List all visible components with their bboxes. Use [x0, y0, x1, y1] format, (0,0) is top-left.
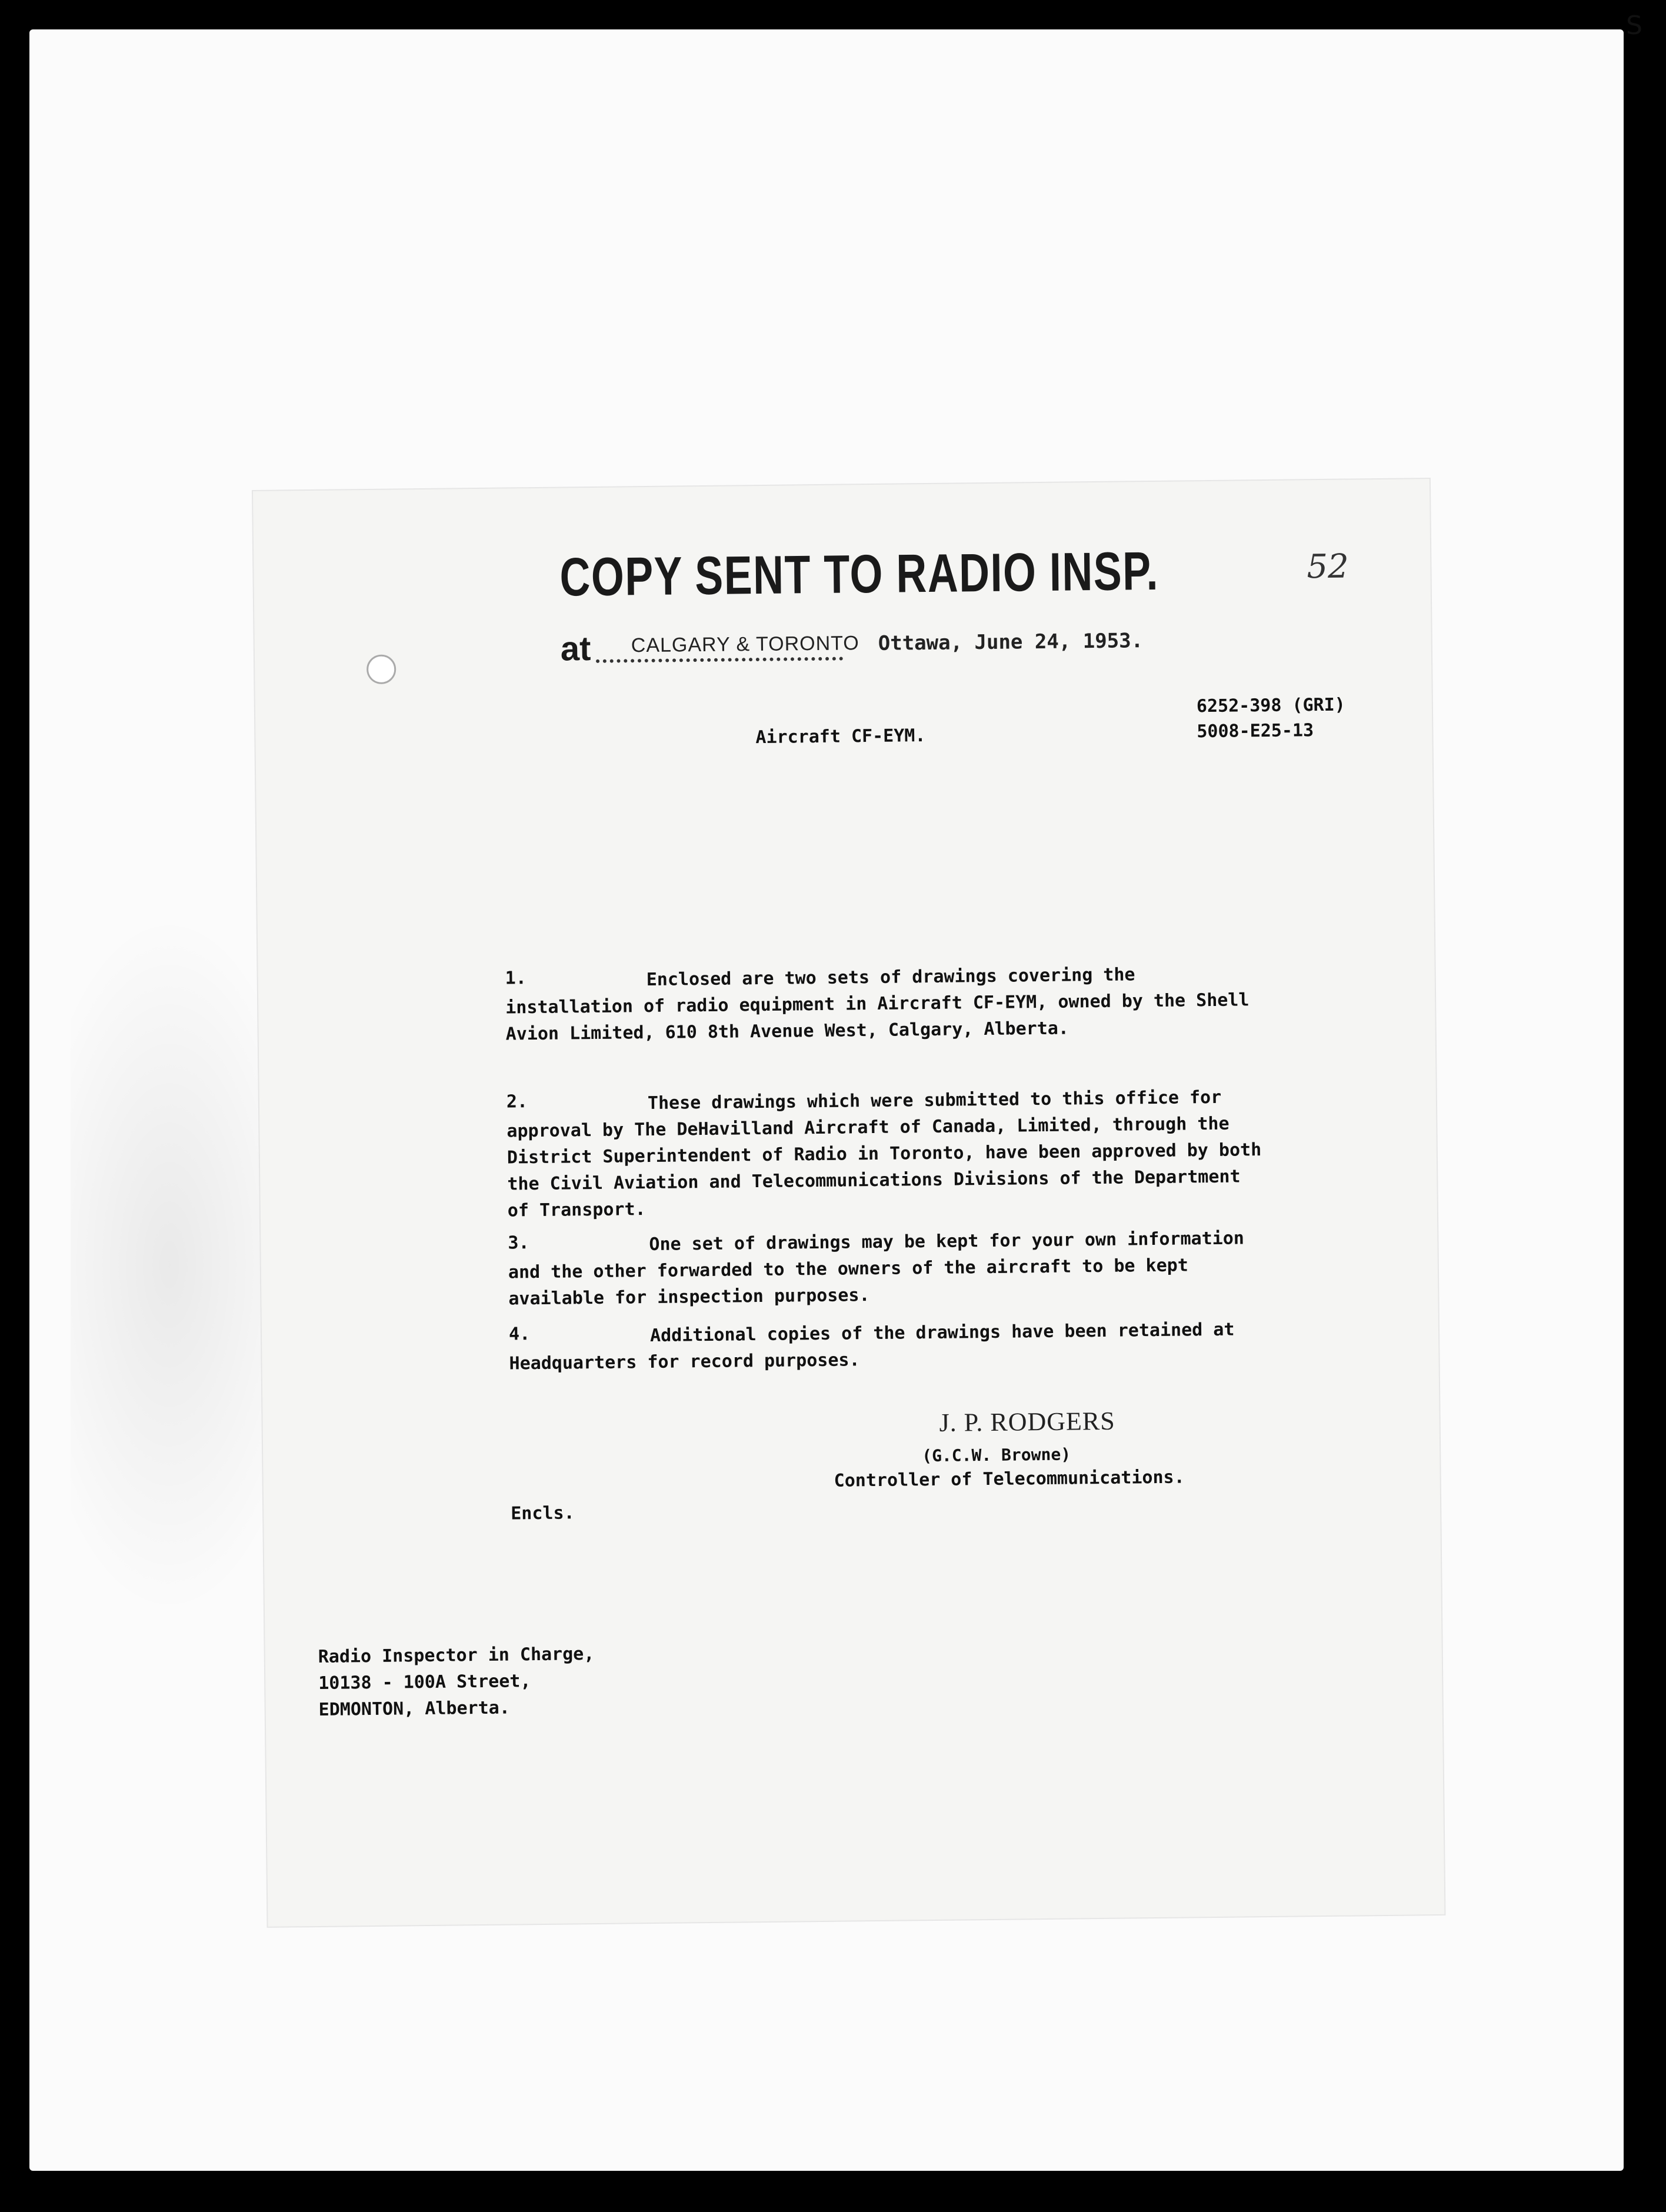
- paragraph-text: These drawings which were submitted to this office for approval by The DeHavilland Aircraft of Canada, Limited, through the District Superintendent of Radio in Toronto, have been approved by both the Civil Aviation and Telecommunications Divisions of the Department of Transport.: [507, 1087, 1262, 1221]
- paragraph-number: 3.: [508, 1232, 529, 1254]
- signature-title: Controller of Telecommunications.: [834, 1467, 1185, 1491]
- stamp-dotted-line: [596, 657, 843, 663]
- page-number: 52: [1307, 547, 1350, 587]
- punch-hole: [366, 654, 396, 684]
- paragraph-number: 2.: [506, 1091, 528, 1112]
- stamp-place: CALGARY & TORONTO: [631, 632, 859, 657]
- dateline: Ottawa, June 24, 1953.: [878, 629, 1144, 655]
- paragraph-number: 4.: [508, 1324, 531, 1345]
- letter-sheet: [253, 479, 1444, 1927]
- file-reference: 6252-398 (GRI): [1196, 694, 1345, 717]
- paragraph-number: 1.: [505, 968, 527, 989]
- addressee-line: EDMONTON, Alberta.: [318, 1697, 510, 1720]
- paragraph-text: Enclosed are two sets of drawings covering the installation of radio equipment in Aircraft CF-EYM, owned by the Shell Avion Limited, 610 8th Avenue West, Calgary, Alberta.: [505, 964, 1250, 1045]
- signature-name: J. P. RODGERS: [939, 1406, 1115, 1437]
- enclosures-note: Encls.: [511, 1503, 575, 1524]
- copy-sent-stamp: COPY SENT TO RADIO INSP.: [559, 541, 1159, 608]
- paragraph-text: Additional copies of the drawings have been retained at Headquarters for record purposes.: [509, 1319, 1235, 1374]
- corner-mark: S: [1626, 11, 1642, 41]
- addressee-line: 10138 - 100A Street,: [318, 1671, 531, 1694]
- signature-initials: (G.C.W. Browne): [922, 1444, 1071, 1466]
- subject-line: Aircraft CF-EYM.: [755, 725, 926, 748]
- file-reference: 5008-E25-13: [1197, 720, 1314, 742]
- addressee-line: Radio Inspector in Charge,: [318, 1644, 595, 1667]
- stamp-at-label: at: [560, 629, 591, 668]
- paragraph-text: One set of drawings may be kept for your own information and the other forwarded to the owners of the aircraft to be kept available for inspection purposes.: [508, 1228, 1245, 1310]
